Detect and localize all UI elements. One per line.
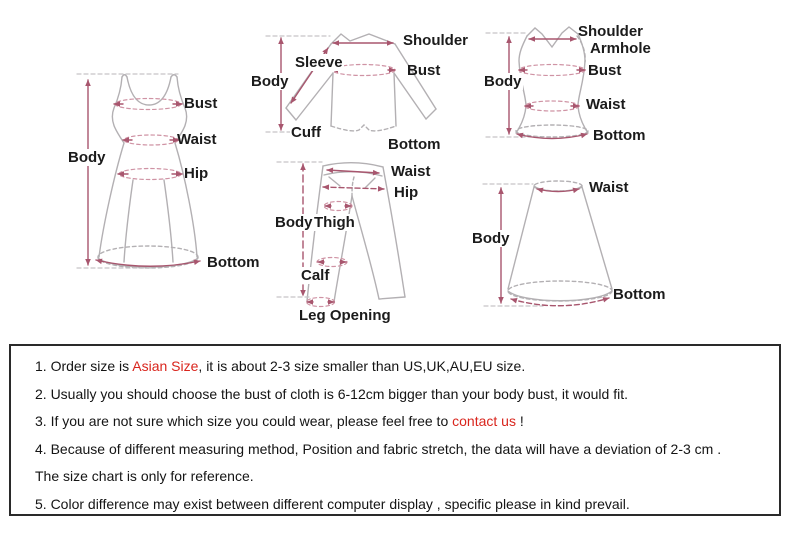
- asian-size-highlight: Asian Size: [132, 358, 199, 374]
- note3-prefix: 3. If you are not sure which size you could wear, please feel free to: [35, 413, 453, 429]
- size-note-3: [35, 408, 767, 436]
- skirt-waist-label: Waist: [589, 179, 629, 196]
- pants-leg-opening-label: Leg Opening: [299, 307, 391, 324]
- dress-waist-label: Waist: [177, 131, 217, 148]
- pants-hip-label: Hip: [394, 184, 419, 201]
- dress-sketch: [77, 74, 200, 268]
- size-note-1: [35, 353, 767, 381]
- skirt-body-label: Body: [472, 230, 510, 247]
- size-note-5: 5. Color difference may exist between different computer display , specific please in kind prevail.: [35, 495, 630, 512]
- size-notes-box: [9, 344, 781, 516]
- top-shoulder-label: Shoulder: [403, 32, 469, 49]
- size-note-4-cont: The size chart is only for reference.: [35, 468, 254, 484]
- top-bottom-label: Bottom: [388, 136, 441, 153]
- vest-bottom-label: Bottom: [593, 127, 646, 144]
- vest-waist-label: Waist: [586, 96, 626, 113]
- dress-bottom-label: Bottom: [207, 254, 260, 271]
- note1-suffix: , it is about 2-3 size smaller than US,UK,AU,EU size.: [198, 358, 526, 374]
- top-bust-label: Bust: [407, 62, 441, 79]
- top-sleeve-label: Sleeve: [295, 54, 343, 71]
- dress-hip-label: Hip: [184, 165, 209, 182]
- dress-body-label: Body: [68, 149, 106, 166]
- skirt-bottom-label: Bottom: [613, 286, 666, 303]
- vest-bust-label: Bust: [588, 62, 622, 79]
- top-body-label: Body: [251, 73, 289, 90]
- top-cuff-label: Cuff: [291, 124, 321, 141]
- vest-shoulder-label: Shoulder: [578, 23, 644, 40]
- vest-armhole-label: Armhole: [590, 40, 651, 57]
- note1-prefix: 1. Order size is: [35, 358, 133, 374]
- vest-body-label: Body: [484, 73, 522, 90]
- pants-body-label: Body: [275, 214, 313, 231]
- pants-waist-label: Waist: [391, 163, 431, 180]
- size-note-2: 2. Usually you should choose the bust of cloth is 6-12cm bigger than your body bust, it would fit.: [35, 385, 628, 402]
- pants-thigh-label: Thigh: [314, 214, 355, 231]
- pants-calf-label: Calf: [301, 267, 330, 284]
- note3-suffix: !: [515, 413, 524, 429]
- pants-sketch: [277, 162, 405, 307]
- size-note-4: 4. Because of different measuring method, Position and fabric stretch, the data will have a deviation of 2-3 cm .: [35, 440, 722, 457]
- dress-bust-label: Bust: [184, 95, 218, 112]
- contact-us-link[interactable]: contact us: [452, 413, 516, 429]
